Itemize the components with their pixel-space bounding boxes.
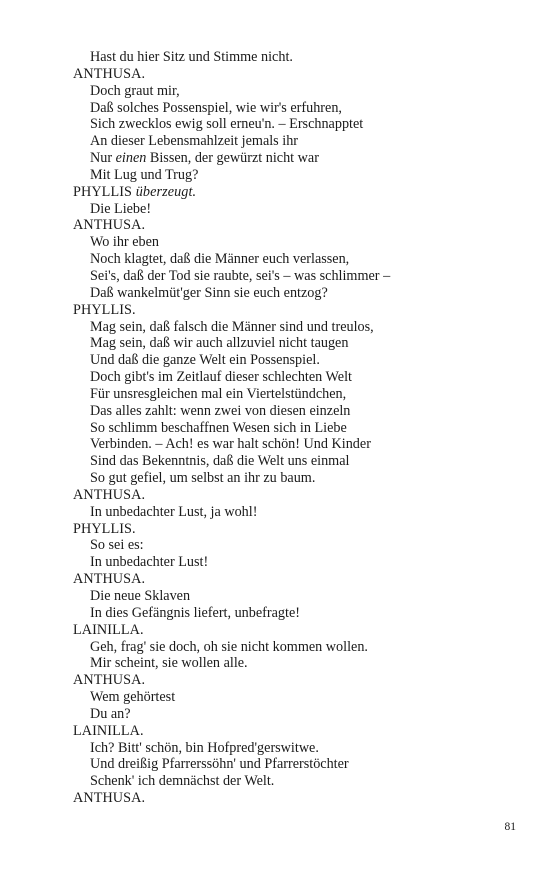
verse-line: So gut gefiel, um selbst an ihr zu baum. [90,470,316,487]
verse-line: Und daß die ganze Welt ein Possenspiel. [90,352,320,369]
verse-line: Daß wankelmüt'ger Sinn sie euch entzog? [90,284,328,301]
verse-line: Die Liebe! [90,200,152,217]
verse-line: In dies Gefängnis liefert, unbefragte! [90,604,300,621]
speaker-name: ANTHUSA. [73,486,146,503]
verse-line: Ich? Bitt' schön, bin Hofpred'gerswitwe. [90,739,319,756]
verse-line: Die neue Sklaven [90,588,191,604]
page-text [73,49,533,807]
speaker-name: LAINILLA. [73,722,144,739]
speaker-name: PHYLLIS. [73,520,136,537]
page-number: 81 [504,821,516,833]
verse-line: Sich zwecklos ewig soll erneu'n. – Erschnapptet [90,116,364,133]
verse-line: In unbedachter Lust, ja wohl! [90,503,258,520]
speaker-name: ANTHUSA. [73,672,146,689]
emphasis-text: einen [115,150,147,167]
verse-line: So sei es: [90,537,144,554]
verse-line: Schenk' ich demnächst der Welt. [90,773,275,790]
verse-line: Das alles zahlt: wenn zwei von diesen einzeln [90,402,351,419]
verse-line: Sei's, daß der Tod sie raubte, sei's – was schlimmer – [90,267,391,284]
verse-line: Noch klagtet, daß die Männer euch verlassen, [90,251,350,268]
verse-line: Daß solches Possenspiel, wie wir's erfuhren, [90,99,342,116]
verse-line: Wo ihr eben [90,234,159,251]
speaker-name: PHYLLIS. [73,301,136,318]
speaker-name [73,184,533,201]
verse-line: Doch graut mir, [90,82,180,99]
verse-line: Mag sein, daß falsch die Männer sind und treulos, [90,318,374,335]
verse-line: Hast du hier Sitz und Stimme nicht. [90,49,293,65]
verse-line: So schlimm beschaffnen Wesen sich in Liebe [90,419,347,436]
verse-line: An dieser Lebensmahlzeit jemals ihr [90,133,299,150]
verse-line: Mir scheint, sie wollen alle. [90,655,248,672]
speaker-name: ANTHUSA. [73,217,146,234]
verse-line: Und dreißig Pfarrerssöhn' und Pfarrerstöchter [90,756,349,773]
emphasis-text: überzeugt. [135,183,197,200]
verse-line: In unbedachter Lust! [90,554,209,571]
verse-line: Verbinden. – Ach! es war halt schön! Und Kinder [90,436,371,453]
verse-line: Wem gehörtest [90,689,176,706]
verse-line: Mag sein, daß wir auch allzuviel nicht taugen [90,335,349,352]
line-text: Nur [90,150,116,167]
verse-line: Sind das Bekenntnis, daß die Welt uns einmal [90,453,350,470]
verse-line: Du an? [90,705,131,722]
verse-line: Geh, frag' sie doch, oh sie nicht kommen wollen. [90,638,368,655]
verse-line: Für unsresgleichen mal ein Viertelstündchen, [90,385,347,402]
speaker-name: ANTHUSA. [73,571,146,588]
verse-line: Doch gibt's im Zeitlauf dieser schlechten Welt [90,369,352,386]
speaker-name: ANTHUSA. [73,65,146,82]
verse-line [73,150,533,167]
verse-line: Mit Lug und Trug? [90,166,199,183]
speaker-name: ANTHUSA. [73,790,146,807]
speaker-name: LAINILLA. [73,621,144,638]
line-text: Bissen, der gewürzt nicht war [146,150,319,167]
line-text: PHYLLIS [73,183,136,200]
